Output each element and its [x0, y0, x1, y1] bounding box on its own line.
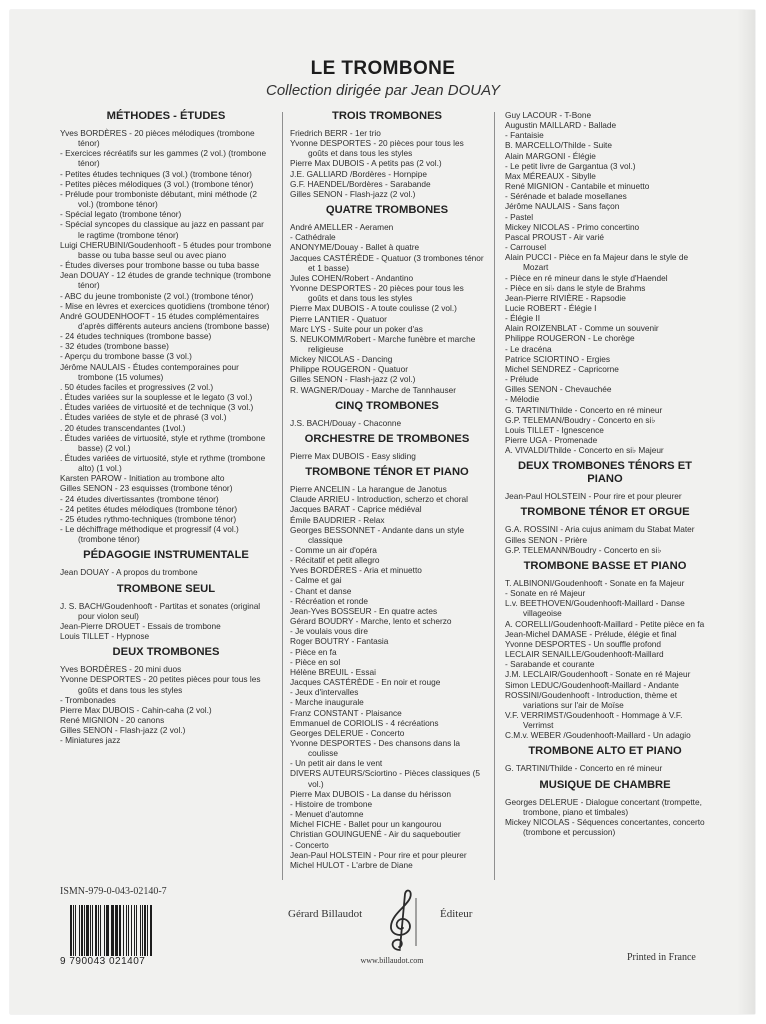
- catalogue-entry: René MIGNION - Cantabile et minuetto: [505, 181, 650, 192]
- catalogue-entry: G. TARTINI/Thilde - Concerto en ré mineur: [505, 763, 663, 774]
- catalogue-entry: Pierre ANCELIN - La harangue de Janotus: [290, 484, 447, 495]
- catalogue-entry: - Le dracéna: [505, 343, 552, 354]
- catalogue-entry: - Pièce en ré mineur dans le style d'Haendel: [505, 272, 668, 283]
- catalogue-entry: - Menuet d'automne: [290, 809, 364, 820]
- catalogue-entry: Franz CONSTANT - Plaisance: [290, 707, 402, 718]
- catalogue-entry: Friedrich BERR - 1er trio: [290, 128, 381, 138]
- catalogue-entry: Gilles SENON - Prière: [505, 534, 588, 545]
- section-heading: MÉTHODES - ÉTUDES: [106, 110, 226, 122]
- catalogue-entry: Yvonne DESPORTES - 20 pièces pour tous les goûts et dans tous les styles: [290, 138, 464, 159]
- catalogue-entry: Gilles SENON - Chevauchée: [505, 384, 612, 395]
- catalogue-entry: Yvonne DESPORTES - 20 pièces pour tous les goûts et dans tous les styles: [290, 283, 464, 304]
- catalogue-entry: Jacques BARAT - Caprice médiéval: [290, 504, 422, 515]
- catalogue-entry: Guy LACOUR - T-Bone: [505, 110, 592, 120]
- catalogue-entry: Gilles SENON - Flash-jazz (2 vol.): [290, 188, 416, 199]
- catalogue-entry: - Jeux d'intervalles: [290, 687, 359, 698]
- catalogue-entry: Louis TILLET - Ignescence: [505, 424, 604, 435]
- catalogue-entry: Pierre Max DUBOIS - La danse du hérisson: [290, 788, 451, 799]
- catalogue-entry: - Pièce en fa: [290, 646, 337, 657]
- catalogue-entry: Mickey NICOLAS - Dancing: [290, 354, 393, 365]
- catalogue-entry: - 32 études (trombone basse): [60, 341, 169, 352]
- catalogue-entry: - Sarabande et courante: [505, 659, 595, 670]
- catalogue-entry: Gilles SENON - Flash-jazz (2 vol.): [290, 374, 416, 385]
- catalogue-entry: Jean-Yves BOSSEUR - En quatre actes: [290, 605, 438, 616]
- catalogue-entry: Émile BAUDRIER - Relax: [290, 514, 385, 525]
- catalogue-entry: - Prélude pour tromboniste débutant, mini méthode (2 vol.) (trombone ténor): [60, 188, 257, 210]
- catalogue-column-3: [505, 110, 705, 837]
- catalogue-entry: . Études variées de virtuosité, style et rythme (trombone alto) (1 vol.): [60, 453, 266, 474]
- catalogue-entry: - Je voulais vous dire: [290, 626, 368, 637]
- catalogue-entry: Yvonne DESPORTES - Un souffle profond: [505, 638, 662, 649]
- catalogue-entry: Jean-Paul HOLSTEIN - Pour rire et pour pleurer: [505, 491, 682, 502]
- catalogue-entry: J.S. BACH/Douay - Chaconne: [290, 417, 402, 428]
- catalogue-entry: Louis TILLET - Hypnose: [60, 631, 150, 642]
- catalogue-entry: Jules COHEN/Robert - Andantino: [290, 272, 414, 283]
- catalogue-entry: R. WAGNER/Douay - Marche de Tannhauser: [290, 384, 457, 395]
- catalogue-entry: Max MÉREAUX - Sibylle: [505, 170, 596, 181]
- catalogue-entry: Michel FICHE - Ballet pour un kangourou: [290, 819, 442, 830]
- catalogue-entry: . Études variées de style et de phrasé (3 vol.): [60, 412, 227, 423]
- catalogue-entry: Georges DELERUE - Dialogue concertant (trompette, trombone, piano et timbales): [505, 796, 702, 817]
- catalogue-entry: Jacques CASTÉRÈDE - Quatuor (3 trombones ténor et 1 basse): [290, 252, 484, 273]
- catalogue-entry: - Récréation et ronde: [290, 595, 368, 606]
- catalogue-entry: André AMELLER - Aeramen: [290, 222, 394, 233]
- title-block: [0, 58, 766, 99]
- catalogue-entry: - Le petit livre de Gargantua (3 vol.): [505, 160, 636, 171]
- catalogue-entry: - 24 études divertissantes (trombone ténor): [60, 493, 219, 504]
- catalogue-entry: G.P. TELEMANN/Boudry - Concerto en si♭: [505, 544, 662, 555]
- barcode-bar: [152, 905, 153, 959]
- catalogue-entry: - Comme un air d'opéra: [290, 545, 377, 555]
- catalogue-entry: Alain PUCCI - Pièce en fa Majeur dans le style de Mozart: [505, 252, 689, 273]
- section-heading: ORCHESTRE DE TROMBONES: [304, 432, 470, 445]
- catalogue-entry: Jean-Paul HOLSTEIN - Pour rire et pour pleurer: [290, 849, 467, 860]
- column-divider: [494, 112, 495, 880]
- catalogue-entry: Yvonne DESPORTES - Des chansons dans la coulisse: [290, 737, 461, 759]
- publisher-block: [282, 886, 502, 966]
- treble-clef-logo-icon: [382, 886, 422, 954]
- catalogue-entry: . Études variées de virtuosité et de technique (3 vol.): [60, 402, 254, 413]
- catalogue-entry: Luigi CHERUBINI/Goudenhooft - 5 études pour trombone basse ou tuba basse seul ou avec piano: [60, 239, 272, 260]
- catalogue-entry: André GOUDENHOOFT - 15 études complémentaires d'après différents auteurs anciens (trombone basse): [60, 310, 270, 331]
- catalogue-entry: L.v. BEETHOVEN/Goudenhooft-Maillard - Danse villageoise: [505, 598, 685, 619]
- catalogue-entry: Georges BESSONNET - Andante dans un style classique: [290, 524, 465, 545]
- catalogue-entry: - Marche inaugurale: [290, 697, 364, 708]
- section-heading: DEUX TROMBONES: [112, 646, 220, 659]
- catalogue-entry: - Le déchiffrage méthodique et progressif (4 vol.) (trombone ténor): [60, 524, 239, 545]
- catalogue-entry: - Miniatures jazz: [60, 735, 121, 746]
- catalogue-entry: - Pièce en si♭ dans le style de Brahms: [505, 282, 646, 293]
- catalogue-entry: Claude ARRIEU - Introduction, scherzo et choral: [290, 494, 469, 505]
- page-shadow: [737, 10, 755, 1014]
- catalogue-entry: Gilles SENON - 23 esquisses (trombone ténor): [60, 483, 233, 494]
- catalogue-entry: Mickey NICOLAS - Primo concertino: [505, 221, 640, 232]
- catalogue-entry: A. VIVALDI/Thilde - Concerto en si♭ Majeur: [505, 445, 664, 456]
- catalogue-entry: - Récitatif et petit allegro: [290, 555, 380, 566]
- catalogue-entry: - Spécial syncopes du classique au jazz en passant par le ragtime (trombone ténor): [60, 219, 264, 240]
- catalogue-entry: Philippe ROUGERON - Quatuor: [290, 364, 409, 375]
- catalogue-entry: . Études variées sur la souplesse et le legato (3 vol.): [60, 392, 253, 403]
- catalogue-entry: Yvonne DESPORTES - 20 petites pièces pour tous les goûts et dans tous les styles: [60, 674, 261, 695]
- publisher-role: Éditeur: [440, 908, 473, 920]
- catalogue-entry: - Études diverses pour trombone basse ou tuba basse: [60, 260, 260, 271]
- catalogue-entry: Georges DELERUE - Concerto: [290, 727, 405, 738]
- column-divider: [282, 112, 283, 880]
- catalogue-entry: - Concerto: [290, 839, 329, 850]
- catalogue-entry: - Pièce en sol: [290, 656, 341, 667]
- section-heading: TROMBONE BASSE ET PIANO: [523, 559, 687, 572]
- catalogue-entry: Hélène BREUIL - Essai: [290, 666, 376, 677]
- catalogue-entry: - 25 études rythmo-techniques (trombone ténor): [60, 513, 237, 524]
- catalogue-entry: ROSSINI/Goudenhooft - Introduction, thème et variations sur l'air de Moïse: [505, 689, 678, 710]
- catalogue-entry: Jacques CASTÉRÈDE - En noir et rouge: [290, 677, 441, 688]
- catalogue-entry: Pierre UGA - Promenade: [505, 435, 598, 445]
- catalogue-entry: Jean-Pierre DROUET - Essais de trombone: [60, 620, 221, 631]
- catalogue-entry: G.P. TELEMAN/Boudry - Concerto en si♭: [505, 414, 656, 425]
- catalogue-entry: - Sonate en ré Majeur: [505, 588, 586, 599]
- catalogue-entry: Karsten PAROW - Initiation au trombone alto: [60, 473, 225, 484]
- catalogue-entry: Patrice SCIORTINO - Ergies: [505, 353, 610, 364]
- catalogue-entry: - Un petit air dans le vent: [290, 758, 383, 769]
- catalogue-entry: - Fantaisie: [505, 130, 544, 141]
- catalogue-entry: J.E. GALLIARD /Bordères - Hornpipe: [290, 168, 427, 179]
- catalogue-entry: - Aperçu du trombone basse (3 vol.): [60, 351, 192, 362]
- catalogue-entry: - Petites études techniques (3 vol.) (trombone ténor): [60, 168, 252, 179]
- catalogue-column-1: [60, 110, 272, 745]
- catalogue-entry: Pascal PROUST - Air varié: [505, 231, 604, 242]
- catalogue-entry: Jean DOUAY - A propos du trombone: [60, 567, 198, 578]
- catalogue-entry: Jean DOUAY - 12 études de grande technique (trombone ténor): [60, 270, 271, 291]
- catalogue-entry: - Cathédrale: [290, 232, 336, 243]
- section-heading: MUSIQUE DE CHAMBRE: [539, 778, 671, 791]
- catalogue-entry: G. TARTINI/Thilde - Concerto en ré mineur: [505, 404, 663, 415]
- catalogue-entry: Pierre Max DUBOIS - Cahin-caha (2 vol.): [60, 704, 212, 715]
- catalogue-entry: B. MARCELLO/Thilde - Suite: [505, 140, 612, 151]
- section-heading: TROMBONE TÉNOR ET ORGUE: [520, 506, 690, 519]
- section-heading: PÉDAGOGIE INSTRUMENTALE: [83, 549, 249, 562]
- catalogue-entry: DIVERS AUTEURS/Sciortino - Pièces classiques (5 vol.): [290, 768, 480, 789]
- catalogue-entry: . 50 études faciles et progressives (2 vol.): [60, 381, 214, 392]
- catalogue-entry: Jean-Pierre RIVIÈRE - Rapsodie: [505, 292, 626, 303]
- catalogue-entry: - Trombonades: [60, 694, 116, 705]
- catalogue-entry: C.M.v. WEBER /Goudenhooft-Maillard - Un adagio: [505, 730, 691, 741]
- catalogue-entry: Pierre Max DUBOIS - A toute coulisse (2 vol.): [290, 303, 457, 314]
- catalogue-entry: Alain MARGONI - Élégie: [505, 150, 596, 161]
- catalogue-entry: Jean-Michel DAMASE - Prélude, élégie et final: [505, 628, 677, 639]
- catalogue-entry: T. ALBINONI/Goudenhooft - Sonate en fa Majeur: [505, 577, 685, 588]
- catalogue-entry: Marc LYS - Suite pour un poker d'as: [290, 323, 423, 334]
- section-heading: TROMBONE ALTO ET PIANO: [528, 745, 682, 758]
- catalogue-entry: A. CORELLI/Goudenhooft-Maillard - Petite pièce en fa: [505, 618, 705, 629]
- catalogue-column-2: [290, 110, 484, 870]
- catalogue-entry: - Calme et gai: [290, 575, 342, 586]
- catalogue-entry: Jérôme NAULAIS - Études contemporaines pour trombone (15 volumes): [60, 361, 239, 382]
- catalogue-entry: Yves BORDÈRES - 20 mini duos: [60, 664, 182, 675]
- catalogue-entry: Philippe ROUGERON - Le chorège: [505, 333, 635, 344]
- page-subtitle: Collection dirigée par Jean DOUAY: [265, 82, 500, 99]
- catalogue-entry: - ABC du jeune tromboniste (2 vol.) (trombone ténor): [60, 290, 254, 301]
- catalogue-entry: Simon LEDUC/Goudenhooft-Maillard - Andante: [505, 679, 679, 690]
- catalogue-entry: - Mélodie: [505, 394, 540, 405]
- catalogue-entry: - Prélude: [505, 374, 539, 385]
- catalogue-entry: Jérôme NAULAIS - Sans façon: [505, 201, 620, 212]
- catalogue-entry: G.F. HAENDEL/Bordères - Sarabande: [290, 178, 431, 189]
- catalogue-entry: S. NEUKOMM/Robert - Marche funèbre et marche religieuse: [290, 333, 476, 354]
- catalogue-entry: J. S. BACH/Goudenhooft - Partitas et sonates (original pour violon seul): [60, 600, 261, 621]
- catalogue-entry: Lucie ROBERT - Élégie I: [505, 302, 597, 313]
- catalogue-entry: Christian GOUINGUENÉ - Air du saqueboutier: [290, 829, 461, 840]
- catalogue-entry: - Petites pièces mélodiques (3 vol.) (trombone ténor): [60, 178, 254, 189]
- catalogue-entry: G.A. ROSSINI - Aria cujus animam du Stabat Mater: [505, 524, 695, 535]
- catalogue-entry: Pierre Max DUBOIS - A petits pas (2 vol.): [290, 158, 442, 169]
- catalogue-entry: . 20 études transcendantes (1vol.): [60, 422, 186, 433]
- catalogue-entry: . Études variées de virtuosité, style et rythme (trombone basse) (2 vol.): [60, 432, 266, 453]
- printed-in-label: Printed in France: [627, 952, 696, 963]
- catalogue-entry: Pierre LANTIER - Quatuor: [290, 313, 387, 324]
- section-heading: QUATRE TROMBONES: [325, 204, 449, 217]
- catalogue-entry: - Chant et danse: [290, 585, 352, 596]
- catalogue-entry: - 24 petites études mélodiques (trombone ténor): [60, 503, 238, 514]
- barcode-number: 9 790043 021407: [60, 956, 172, 967]
- catalogue-entry: - Histoire de trombone: [290, 798, 373, 809]
- catalogue-entry: Yves BORDÈRES - Aria et minuetto: [290, 565, 422, 576]
- catalogue-entry: - Sérénade et balade mosellanes: [505, 191, 627, 202]
- catalogue-entry: - Élégie II: [505, 313, 541, 324]
- catalogue-entry: Gérard BOUDRY - Marche, lento et scherzo: [290, 616, 452, 627]
- publisher-name: Gérard Billaudot: [288, 908, 363, 920]
- catalogue-entry: J.M. LECLAIR/Goudenhooft - Sonate en ré Majeur: [505, 669, 691, 680]
- catalogue-entry: Mickey NICOLAS - Séquences concertantes, concerto (trombone et percussion): [505, 816, 705, 838]
- section-heading: TROMBONE SEUL: [116, 582, 216, 595]
- catalogue-entry: Yves BORDÈRES - 20 pièces mélodiques (trombone ténor): [60, 128, 255, 149]
- catalogue-entry: - Carrousel: [505, 242, 547, 253]
- catalogue-entry: Emmanuel de CORIOLIS - 4 récréations: [290, 717, 439, 728]
- section-heading: DEUX TROMBONES TÉNORS ET PIANO: [517, 460, 693, 486]
- catalogue-entry: Pierre Max DUBOIS - Easy sliding: [290, 450, 416, 461]
- catalogue-entry: Roger BOUTRY - Fantasia: [290, 636, 389, 647]
- barcode-image: [70, 905, 162, 959]
- catalogue-entry: - Pastel: [505, 211, 534, 222]
- page-title: LE TROMBONE: [310, 58, 456, 79]
- catalogue-entry: Michel SENDREZ - Capricorne: [505, 363, 619, 374]
- catalogue-entry: Alain ROIZENBLAT - Comme un souvenir: [505, 323, 659, 334]
- ismn-code: ISMN-979-0-043-02140-7: [60, 886, 167, 897]
- section-heading: TROIS TROMBONES: [331, 110, 442, 122]
- publisher-url: www.billaudot.com: [360, 956, 424, 965]
- section-heading: TROMBONE TÉNOR ET PIANO: [305, 466, 469, 479]
- catalogue-entry: - Mise en lèvres et exercices quotidiens (trombone ténor): [60, 300, 270, 311]
- catalogue-entry: V.F. VERRIMST/Goudenhooft - Hommage à V.F. Verrimst: [505, 709, 683, 731]
- catalogue-entry: LECLAIR SENAILLE/Goudenhooft-Maillard: [505, 649, 664, 660]
- catalogue-entry: - Spécial legato (trombone ténor): [60, 209, 182, 220]
- catalogue-entry: Michel HULOT - L'arbre de Diane: [290, 859, 413, 870]
- catalogue-entry: - 24 études techniques (trombone basse): [60, 331, 212, 342]
- catalogue-entry: Augustin MAILLARD - Ballade: [505, 120, 617, 131]
- catalogue-entry: - Exercices récréatifs sur les gammes (2 vol.) (trombone ténor): [60, 148, 267, 169]
- catalogue-entry: Gilles SENON - Flash-jazz (2 vol.): [60, 725, 186, 736]
- catalogue-entry: René MIGNION - 20 canons: [60, 714, 165, 725]
- section-heading: CINQ TROMBONES: [335, 399, 439, 412]
- catalogue-entry: ANONYME/Douay - Ballet à quatre: [290, 242, 420, 253]
